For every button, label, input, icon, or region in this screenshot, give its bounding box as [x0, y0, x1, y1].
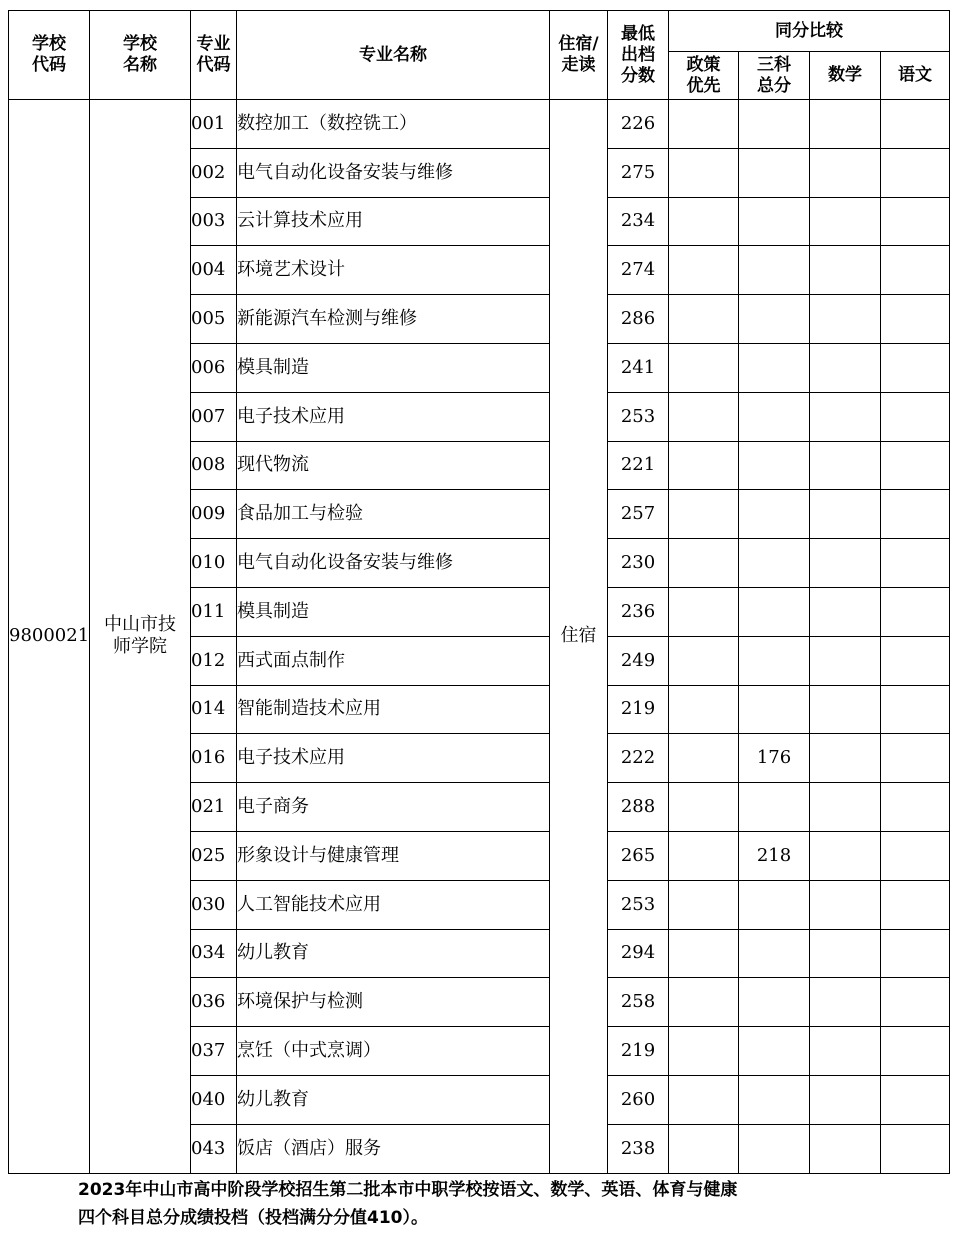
major-name-cell: 电子商务 — [237, 783, 550, 832]
footer-line-1: 2023年中山市高中阶段学校招生第二批本市中职学校按语文、数学、英语、体育与健康 — [78, 1180, 738, 1200]
three-total-cell — [739, 539, 810, 588]
major-code-cell: 025 — [191, 831, 237, 880]
min-score-cell: 253 — [608, 880, 669, 929]
major-code-cell: 001 — [191, 100, 237, 149]
min-score-cell: 221 — [608, 441, 669, 490]
chinese-cell — [881, 1124, 950, 1173]
three-total-cell — [739, 392, 810, 441]
min-score-cell: 234 — [608, 197, 669, 246]
three-total-cell — [739, 197, 810, 246]
chinese-cell — [881, 1075, 950, 1124]
policy-cell — [669, 1124, 739, 1173]
three-total-cell — [739, 100, 810, 149]
policy-cell — [669, 197, 739, 246]
three-total-cell — [739, 978, 810, 1027]
min-score-cell: 260 — [608, 1075, 669, 1124]
policy-cell — [669, 539, 739, 588]
chinese-cell — [881, 392, 950, 441]
major-code-cell: 010 — [191, 539, 237, 588]
math-cell — [810, 587, 881, 636]
math-cell — [810, 1027, 881, 1076]
three-total-cell — [739, 1124, 810, 1173]
chinese-cell — [881, 539, 950, 588]
policy-cell — [669, 100, 739, 149]
major-name-cell: 电气自动化设备安装与维修 — [237, 148, 550, 197]
min-score-cell: 258 — [608, 978, 669, 1027]
header-chinese: 语文 — [881, 52, 950, 100]
chinese-cell — [881, 343, 950, 392]
math-cell — [810, 929, 881, 978]
chinese-cell — [881, 831, 950, 880]
major-code-cell: 021 — [191, 783, 237, 832]
major-code-cell: 040 — [191, 1075, 237, 1124]
min-score-cell: 275 — [608, 148, 669, 197]
math-cell — [810, 978, 881, 1027]
major-name-cell: 云计算技术应用 — [237, 197, 550, 246]
major-name-cell: 现代物流 — [237, 441, 550, 490]
three-total-cell — [739, 783, 810, 832]
three-total-cell — [739, 295, 810, 344]
three-total-cell — [739, 587, 810, 636]
min-score-cell: 238 — [608, 1124, 669, 1173]
chinese-cell — [881, 587, 950, 636]
policy-cell — [669, 685, 739, 734]
three-total-cell — [739, 490, 810, 539]
header-school-name: 学校 名称 — [90, 11, 191, 100]
policy-cell — [669, 490, 739, 539]
math-cell — [810, 783, 881, 832]
major-name-cell: 幼儿教育 — [237, 1075, 550, 1124]
min-score-cell: 236 — [608, 587, 669, 636]
math-cell — [810, 100, 881, 149]
math-cell — [810, 685, 881, 734]
chinese-cell — [881, 295, 950, 344]
three-total-cell — [739, 441, 810, 490]
min-score-cell: 241 — [608, 343, 669, 392]
chinese-cell — [881, 734, 950, 783]
major-code-cell: 037 — [191, 1027, 237, 1076]
header-policy: 政策 优先 — [669, 52, 739, 100]
three-total-cell — [739, 1027, 810, 1076]
policy-cell — [669, 636, 739, 685]
math-cell — [810, 539, 881, 588]
table-header — [9, 11, 950, 100]
chinese-cell — [881, 148, 950, 197]
major-code-cell: 014 — [191, 685, 237, 734]
major-code-cell: 016 — [191, 734, 237, 783]
major-name-cell: 电气自动化设备安装与维修 — [237, 539, 550, 588]
major-name-cell: 西式面点制作 — [237, 636, 550, 685]
major-name-cell: 模具制造 — [237, 343, 550, 392]
min-score-cell: 286 — [608, 295, 669, 344]
major-name-cell: 环境艺术设计 — [237, 246, 550, 295]
min-score-cell: 219 — [608, 685, 669, 734]
three-total-cell: 218 — [739, 831, 810, 880]
chinese-cell — [881, 246, 950, 295]
major-name-cell: 幼儿教育 — [237, 929, 550, 978]
math-cell — [810, 1075, 881, 1124]
major-code-cell: 036 — [191, 978, 237, 1027]
math-cell — [810, 636, 881, 685]
major-name-cell: 饭店（酒店）服务 — [237, 1124, 550, 1173]
chinese-cell — [881, 636, 950, 685]
major-name-cell: 电子技术应用 — [237, 734, 550, 783]
major-name-cell: 形象设计与健康管理 — [237, 831, 550, 880]
math-cell — [810, 490, 881, 539]
chinese-cell — [881, 197, 950, 246]
min-score-cell: 274 — [608, 246, 669, 295]
policy-cell — [669, 148, 739, 197]
min-score-cell: 265 — [608, 831, 669, 880]
header-major-code: 专业 代码 — [191, 11, 237, 100]
header-major-name: 专业名称 — [237, 11, 550, 100]
policy-cell — [669, 1075, 739, 1124]
min-score-cell: 226 — [608, 100, 669, 149]
major-name-cell: 食品加工与检验 — [237, 490, 550, 539]
chinese-cell — [881, 783, 950, 832]
math-cell — [810, 343, 881, 392]
policy-cell — [669, 978, 739, 1027]
math-cell — [810, 880, 881, 929]
major-name-cell: 数控加工（数控铣工） — [237, 100, 550, 149]
policy-cell — [669, 343, 739, 392]
three-total-cell — [739, 636, 810, 685]
chinese-cell — [881, 1027, 950, 1076]
header-compare-group: 同分比较 — [669, 11, 950, 52]
header-three-total: 三科 总分 — [739, 52, 810, 100]
footer-line-2: 四个科目总分成绩投档（投档满分分值410）。 — [78, 1208, 428, 1228]
major-name-cell: 智能制造技术应用 — [237, 685, 550, 734]
min-score-cell: 288 — [608, 783, 669, 832]
housing-cell: 住宿 — [550, 100, 608, 1174]
major-code-cell: 030 — [191, 880, 237, 929]
chinese-cell — [881, 100, 950, 149]
policy-cell — [669, 441, 739, 490]
min-score-cell: 222 — [608, 734, 669, 783]
policy-cell — [669, 831, 739, 880]
major-code-cell: 005 — [191, 295, 237, 344]
three-total-cell — [739, 246, 810, 295]
footer-note — [78, 1176, 938, 1232]
major-name-cell: 环境保护与检测 — [237, 978, 550, 1027]
table-body — [9, 100, 950, 1174]
math-cell — [810, 734, 881, 783]
major-name-cell: 人工智能技术应用 — [237, 880, 550, 929]
policy-cell — [669, 783, 739, 832]
major-code-cell: 011 — [191, 587, 237, 636]
major-code-cell: 034 — [191, 929, 237, 978]
math-cell — [810, 441, 881, 490]
min-score-cell: 294 — [608, 929, 669, 978]
math-cell — [810, 246, 881, 295]
major-code-cell: 006 — [191, 343, 237, 392]
three-total-cell — [739, 148, 810, 197]
min-score-cell: 257 — [608, 490, 669, 539]
major-name-cell: 烹饪（中式烹调） — [237, 1027, 550, 1076]
policy-cell — [669, 246, 739, 295]
chinese-cell — [881, 685, 950, 734]
major-code-cell: 012 — [191, 636, 237, 685]
major-code-cell: 009 — [191, 490, 237, 539]
three-total-cell: 176 — [739, 734, 810, 783]
major-code-cell: 008 — [191, 441, 237, 490]
policy-cell — [669, 734, 739, 783]
three-total-cell — [739, 929, 810, 978]
major-code-cell: 002 — [191, 148, 237, 197]
three-total-cell — [739, 1075, 810, 1124]
three-total-cell — [739, 685, 810, 734]
math-cell — [810, 1124, 881, 1173]
major-name-cell: 电子技术应用 — [237, 392, 550, 441]
chinese-cell — [881, 880, 950, 929]
chinese-cell — [881, 929, 950, 978]
min-score-cell: 249 — [608, 636, 669, 685]
header-school-code: 学校 代码 — [9, 11, 90, 100]
math-cell — [810, 831, 881, 880]
min-score-cell: 253 — [608, 392, 669, 441]
major-code-cell: 003 — [191, 197, 237, 246]
three-total-cell — [739, 343, 810, 392]
header-housing: 住宿/ 走读 — [550, 11, 608, 100]
major-name-cell: 新能源汽车检测与维修 — [237, 295, 550, 344]
chinese-cell — [881, 441, 950, 490]
chinese-cell — [881, 490, 950, 539]
major-code-cell: 007 — [191, 392, 237, 441]
table-row — [9, 100, 950, 149]
math-cell — [810, 197, 881, 246]
policy-cell — [669, 929, 739, 978]
header-min-score: 最低 出档 分数 — [608, 11, 669, 100]
header-math: 数学 — [810, 52, 881, 100]
policy-cell — [669, 587, 739, 636]
math-cell — [810, 392, 881, 441]
school-code-cell: 9800021 — [9, 100, 90, 1174]
policy-cell — [669, 392, 739, 441]
major-code-cell: 043 — [191, 1124, 237, 1173]
three-total-cell — [739, 880, 810, 929]
chinese-cell — [881, 978, 950, 1027]
math-cell — [810, 148, 881, 197]
min-score-cell: 219 — [608, 1027, 669, 1076]
major-name-cell: 模具制造 — [237, 587, 550, 636]
major-code-cell: 004 — [191, 246, 237, 295]
school-name-cell: 中山市技 师学院 — [90, 100, 191, 1174]
min-score-cell: 230 — [608, 539, 669, 588]
admission-score-table — [8, 10, 950, 1174]
policy-cell — [669, 880, 739, 929]
policy-cell — [669, 295, 739, 344]
policy-cell — [669, 1027, 739, 1076]
math-cell — [810, 295, 881, 344]
